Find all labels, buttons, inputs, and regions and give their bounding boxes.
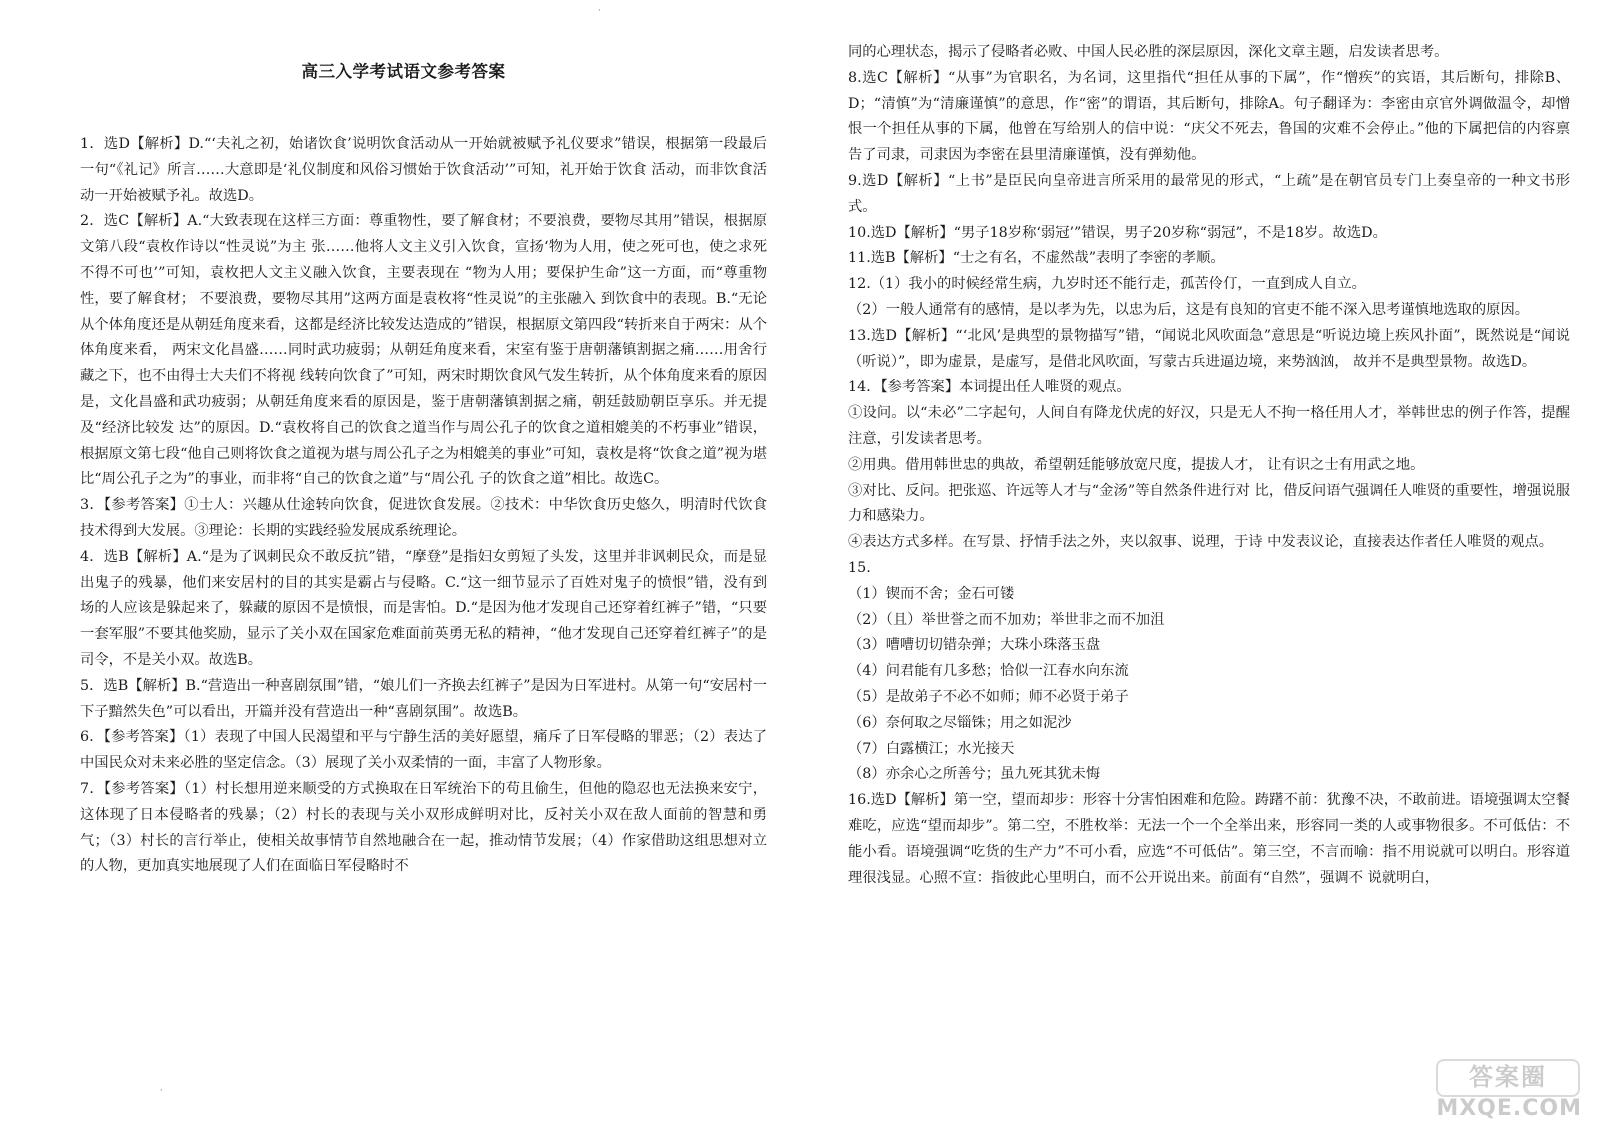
top-dot: · [598,6,601,16]
watermark-logo: 答案圈 [1436,1059,1580,1097]
left-page [0,0,795,1129]
bottom-dot: · [160,1086,163,1096]
answer-paragraph: ④表达方式多样。在写景、抒情手法之外，夹以叙事、说理，于诗 中发表议论，直接表达作者任人唯贤的观点。 [848,534,1554,551]
answer-paragraph: ②用典。借用韩世忠的典故，希望朝廷能够放宽尺度，提拔人才， 让有识之士有用武之地。 [848,456,1425,473]
answer-paragraph: ①设问。以“未必”二字起句，人间自有降龙伏虎的好汉，只是无人不拘一格任用人才，举韩世忠的例子作答，提醒注意，引发读者思考。 [848,405,1570,447]
answer-paragraph: 14．【参考答案】本词提出任人唯贤的观点。 [848,379,1131,396]
answer-paragraph: 12.（1）我小的时候经常生病，九岁时还不能行走，孤苦伶仃，一直到成人自立。 [848,276,1366,293]
answer-paragraph: 15. [848,559,871,576]
answer-paragraph: 16.选D【解析】第一空，望而却步：形容十分害怕困难和危险。踌躇不前：犹豫不决，不敢前进。语境强调太空餐难吃，应选“望而却步”。第二空，不胜枚举：无法一个一个全举出来，形容同一类的人或事物很多。不可低估：不能小看。语境强调“吃货的生产力”不可小看，应选“不可低估”。第三空，不言而喻：指不用说就可以明白。形容道理很浅显。心照不宣：指彼此心里明白，而不公开说出来。前面有“自然”，强调不 说就明白， [848,792,1570,886]
site-watermark [1436,1059,1586,1121]
answer-paragraph: （3）嘈嘈切切错杂弹；大珠小珠落玉盘 [848,637,1101,654]
answer-paragraph: 8.选C【解析】“从事”为官职名，为名词，这里指代“担任从事的下属”，作“憎疾”的宾语，其后断句，排除B、D；“清慎”为“清廉谨慎”的意思，作“密”的谓语，其后断句，排除A。句子翻译为：李密由京官外调做温令，却憎恨一个担任从事的下属，他曾在写给别人的信中说：“庆父不死去，鲁国的灾难不会停止。”他的下属把信的内容禀告了司隶，司隶因为李密在县里清廉谨慎，没有弹劾他。 [848,69,1570,164]
answer-paragraph: 6．【参考答案】（1）表现了中国人民渴望和平与宁静生活的美好愿望，痛斥了日军侵略的罪恶；（2）表达了中国民众对未来必胜的坚定信念。（3）展现了关小双柔情的一面，丰富了人物形象。 [80,729,767,772]
answer-paragraph: 5．选B【解析】B.“营造出一种喜剧氛围”错，“娘儿们一齐换去红裤子”是因为日军进村。从第一句“安居村一下子黯然失色”可以看出，开篇并没有营造出一种“喜剧氛围”。故选B。 [80,677,767,720]
answer-paragraph: 13.选D【解析】“‘北风’是典型的景物描写”错，“闻说北风吹面急”意思是“听说边境上疾风扑面”，既然说是“闻说（听说）”，即为虚景，是虚写，是借北风吹面，写蒙古兵进逼边境，来势汹汹， 故并不是典型景物。故选D。 [848,327,1570,370]
answer-paragraph: （7）白露横江；水光接天 [848,740,1015,757]
answer-paragraph: 2．选C【解析】A.“大致表现在这样三方面：尊重物性，要了解食材；不要浪费，要物尽其用”错误，根据原文第八段“袁枚作诗以“性灵说”为主 张……他将人文主义引入饮食，宣扬‘物为人用，使之死可也，使之求死不得不可也’”可知，袁枚把人文主义融入饮食，主要表现在 “物为人用；要保护生命”这一方面，而“尊重物性，要了解食材； 不要浪费，要物尽其用”这两方面是袁枚将“性灵说”的主张融入 到饮食中的表现。B.“无论从个体角度还是从朝廷角度来看，这都是经济比较发达造成的”错误，根据原文第四段“转折来自于两宋：从个体角度来看， 两宋文化昌盛……同时武功疲弱；从朝廷角度来看，宋室有鉴于唐朝藩镇割据之痛……用舍行藏之下，也不由得士大夫们不将视 线转向饮食了”可知，两宋时期饮食风气发生转折，从个体角度来看的原因是，文化昌盛和武功疲弱；从朝廷角度来看的原因是，鉴于唐朝藩镇割据之痛，朝廷鼓励朝臣享乐。并无提及“经济比较发 达”的原因。D.“袁枚将自己的饮食之道当作与周公孔子的饮食之道相媲美的不朽事业”错误，根据原文第七段“他自己则将饮食之道视为堪与周公孔子之为相媲美的事业”可知，袁枚是将“饮食之道”视为堪比“周公孔子之为”的事业，而非将“自己的饮食之道”与“周公孔 子的饮食之道”相比。故选C。 [80,213,767,488]
answer-paragraph: 11.选B【解析】“士之有名，不虚然哉”表明了李密的孝顺。 [848,250,1225,267]
answer-paragraph: （1）锲而不舍；金石可镂 [848,585,1015,602]
answer-paragraph: （4）问君能有几多愁；恰似一江春水向东流 [848,663,1129,680]
answer-paragraph: （6）奈何取之尽锱铢；用之如泥沙 [848,714,1072,731]
answer-paragraph: 10.选D【解析】“男子18岁称‘弱冠’”错误，男子20岁称“弱冠”，不是18岁。故选D。 [848,224,1387,241]
answer-paragraph: 1．选D【解析】D.“‘夫礼之初，始诸饮食’说明饮食活动从一开始就被赋予礼仪要求”错误，根据第一段最后一句“《礼记》所言……大意即是‘礼仪制度和风俗习惯始于饮食活动’”可知，礼开始于饮食 活动，而非饮食活动一开始被赋予礼。故选D。 [80,136,767,204]
right-answer-list [848,40,1570,891]
watermark-site: MXQE.COM [1436,1096,1582,1121]
left-answer-list [80,132,767,880]
answer-paragraph: （2）（且）举世誉之而不加劝；举世非之而不加沮 [848,611,1165,628]
right-page [828,0,1600,1129]
document-title: 高三入学考试语文参考答案 [301,62,506,81]
answer-paragraph: 7．【参考答案】（1）村长想用逆来顺受的方式换取在日军统治下的苟且偷生，但他的隐忍也无法换来安宁，这体现了日本侵略者的残暴；（2）村长的表现与关小双形成鲜明对比，反衬关小双在敌人面前的智慧和勇气；（3）村长的言行举止，使相关故事情节自然地融合在一起，推动情节发展；（4）作家借助这组思想对立的人物，更加真实地展现了人们在面临日军侵略时不 [80,780,767,875]
answer-paragraph: （2）一般人通常有的感情，是以孝为先，以忠为后，这是有良知的官吏不能不深入思考谨慎地选取的原因。 [848,301,1530,318]
answer-paragraph: 同的心理状态，揭示了侵略者必败、中国人民必胜的深层原因，深化文章主题，启发读者思考。 [848,44,1449,60]
answer-paragraph: 4．选B【解析】A.“是为了讽刺民众不敢反抗”错，“摩登”是指妇女剪短了头发，这里并非讽刺民众，而是显出鬼子的残暴，他们来安居村的目的其实是霸占与侵略。C.“这一细节显示了百姓对鬼子的愤恨”错，没有到场的人应该是躲起来了，躲藏的原因不是愤恨，而是害怕。D.“是因为他才发现自己还穿着红裤子”错，“只要一套军服”不要其他奖励，显示了关小双在国家危难面前英勇无私的精神，“他才发现自己还穿着红裤子”的是司令，不是关小双。故选B。 [80,548,767,668]
answer-paragraph: 9.选D【解析】“上书”是臣民向皇帝进言所采用的最常见的形式，“上疏”是在朝官员专门上奏皇帝的一种文书形式。 [848,172,1570,215]
answer-paragraph: （8）亦余心之所善兮；虽九死其犹未悔 [848,766,1101,783]
answer-paragraph: 3．【参考答案】①士人：兴趣从仕途转向饮食，促进饮食发展。②技术：中华饮食历史悠久，明清时代饮食技术得到大发展。③理论：长期的实践经验发展成系统理论。 [80,497,767,539]
answer-paragraph: ③对比、反问。把张巡、许远等人才与“金汤”等自然条件进行对 比，借反问语气强调任人唯贤的重要性，增强说服力和感染力。 [848,482,1570,525]
answer-paragraph: （5）是故弟子不必不如师；师不必贤于弟子 [848,688,1129,705]
